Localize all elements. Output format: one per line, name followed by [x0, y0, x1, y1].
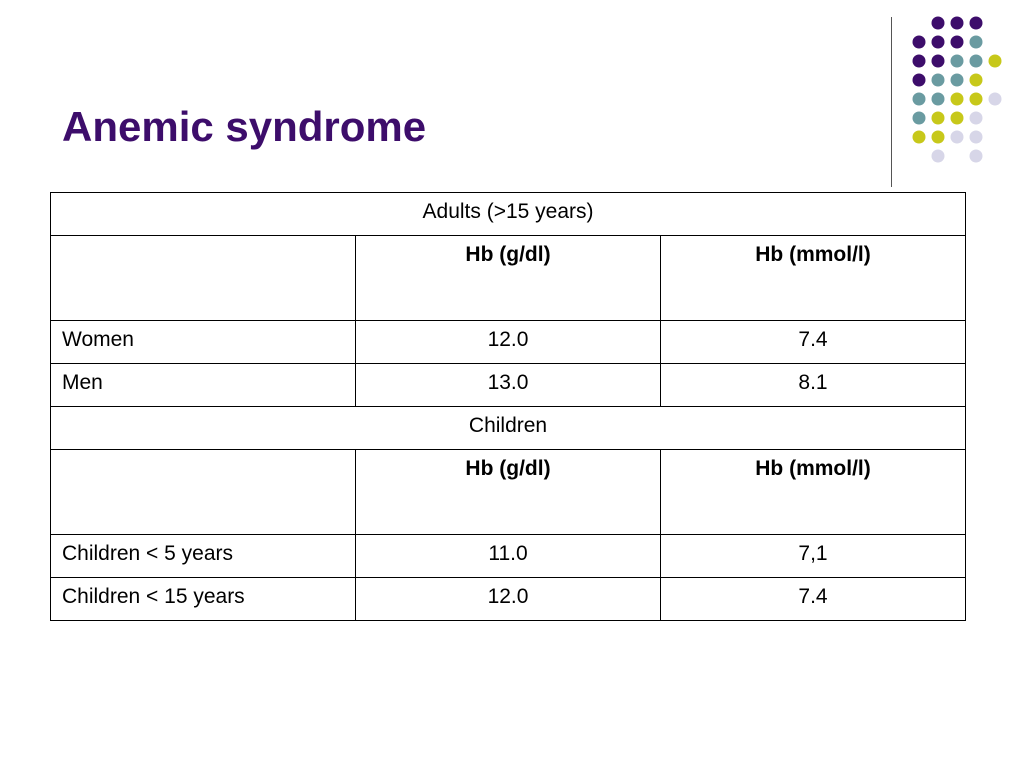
- decorative-dot: [932, 36, 945, 49]
- cell-hb-mmoll: 7,1: [661, 535, 966, 578]
- column-header-hb-gdl: Hb (g/dl): [356, 450, 661, 535]
- decorative-dot: [932, 55, 945, 68]
- decorative-dot: [951, 17, 964, 30]
- decorative-dot: [913, 36, 926, 49]
- column-header-hb-mmoll: Hb (mmol/l): [661, 450, 966, 535]
- decorative-dot: [932, 93, 945, 106]
- decorative-dot: [913, 131, 926, 144]
- table-section-header-row: [51, 407, 966, 450]
- decorative-dot: [913, 93, 926, 106]
- table-column-header-row: [51, 236, 966, 321]
- decorative-dot: [970, 36, 983, 49]
- decorative-dot: [970, 112, 983, 125]
- table-row: [51, 321, 966, 364]
- row-label: Men: [51, 364, 356, 407]
- adults-section-header: Adults (>15 years): [51, 193, 966, 236]
- decorative-dot: [932, 150, 945, 163]
- decorative-dot: [951, 55, 964, 68]
- column-header-hb-mmoll: Hb (mmol/l): [661, 236, 966, 321]
- decorative-dot: [913, 112, 926, 125]
- row-label: Children < 5 years: [51, 535, 356, 578]
- decorative-dot: [970, 74, 983, 87]
- decorative-dot: [913, 55, 926, 68]
- row-label: Children < 15 years: [51, 578, 356, 621]
- cell-hb-mmoll: 7.4: [661, 578, 966, 621]
- decorative-dot: [951, 131, 964, 144]
- decorative-dot: [970, 150, 983, 163]
- cell-hb-mmoll: 7.4: [661, 321, 966, 364]
- decorative-dot: [932, 74, 945, 87]
- cell-hb-mmoll: 8.1: [661, 364, 966, 407]
- children-section-header: Children: [51, 407, 966, 450]
- cell-hb-gdl: 12.0: [356, 321, 661, 364]
- decorative-dot: [970, 131, 983, 144]
- decorative-dot: [951, 36, 964, 49]
- column-header-blank: [51, 236, 356, 321]
- decorative-dot: [970, 17, 983, 30]
- decorative-dot: [951, 93, 964, 106]
- decorative-dot: [970, 93, 983, 106]
- vertical-divider: [891, 17, 892, 187]
- column-header-hb-gdl: Hb (g/dl): [356, 236, 661, 321]
- hemoglobin-threshold-table: [50, 192, 966, 621]
- decorative-dot: [932, 131, 945, 144]
- table-row: [51, 364, 966, 407]
- table-row: [51, 578, 966, 621]
- column-header-blank: [51, 450, 356, 535]
- row-label: Women: [51, 321, 356, 364]
- cell-hb-gdl: 12.0: [356, 578, 661, 621]
- decorative-dot: [989, 93, 1002, 106]
- decorative-dot: [970, 55, 983, 68]
- table-section-header-row: [51, 193, 966, 236]
- table-row: [51, 535, 966, 578]
- decorative-dot: [932, 17, 945, 30]
- cell-hb-gdl: 11.0: [356, 535, 661, 578]
- decorative-dot: [951, 112, 964, 125]
- cell-hb-gdl: 13.0: [356, 364, 661, 407]
- decorative-dot: [989, 55, 1002, 68]
- slide-title: Anemic syndrome: [62, 103, 427, 150]
- table-column-header-row: [51, 450, 966, 535]
- decorative-dot: [913, 74, 926, 87]
- decorative-dot: [932, 112, 945, 125]
- decorative-dot: [951, 74, 964, 87]
